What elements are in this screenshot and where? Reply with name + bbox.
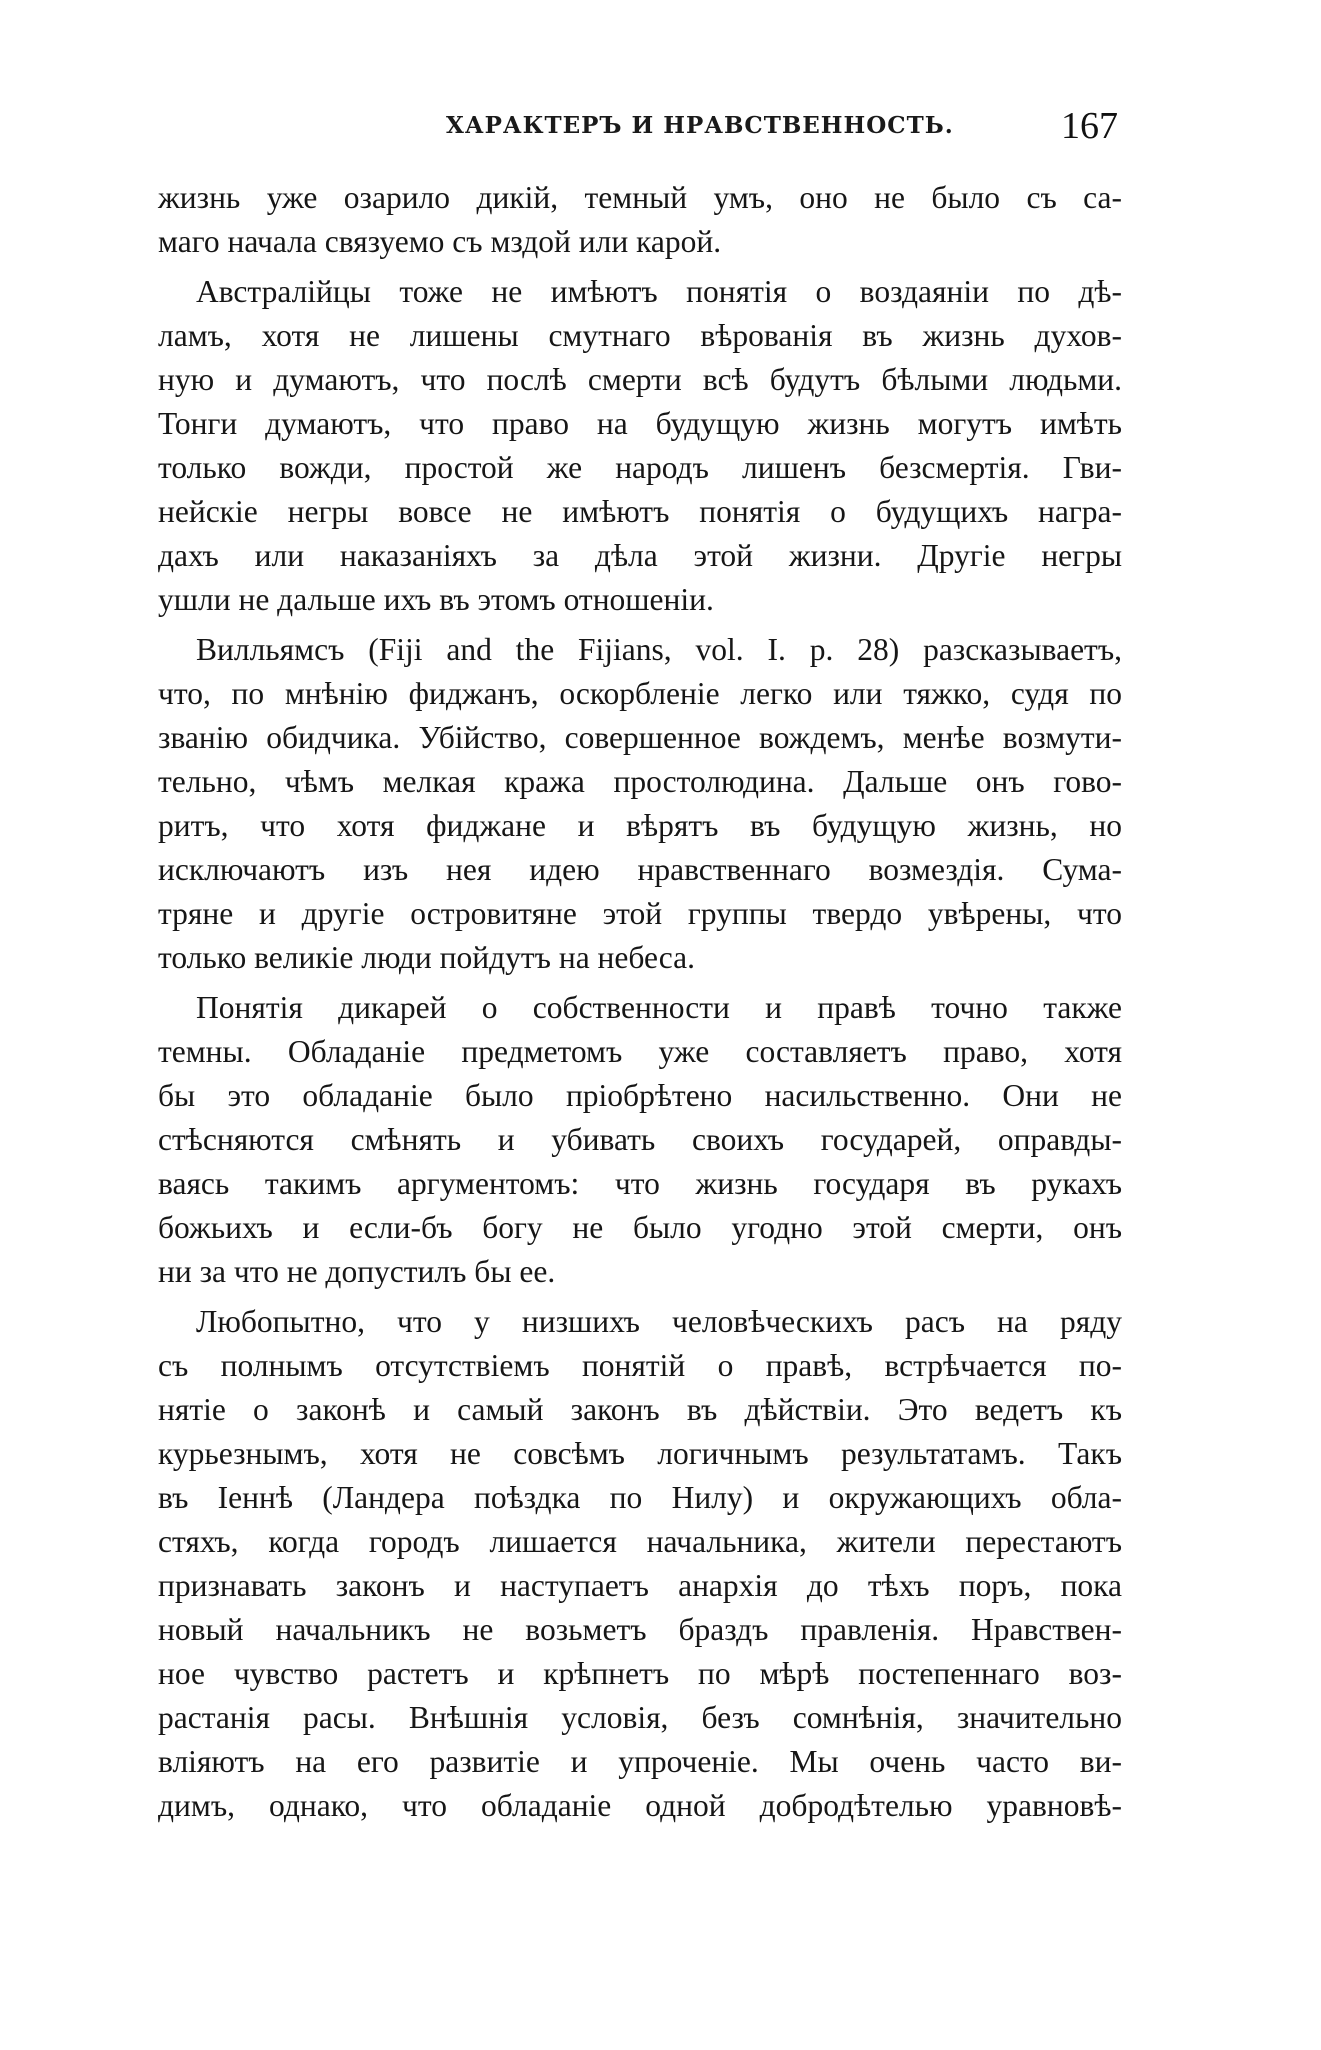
text-line: курьезнымъ, хотя не совсѣмъ логичнымъ результатамъ. Такъ [158, 1436, 1122, 1471]
text-line: исключаютъ изъ нея идею нравственнаго возмездія. Сума- [158, 852, 1122, 887]
text-line: Вилльямсъ (Fiji and the Fijians, vol. I. p. 28) разсказываетъ, [196, 632, 1122, 667]
text-line: маго начала связуемо съ мздой или карой. [158, 224, 722, 259]
text-line: новый начальникъ не возьметъ браздъ правленія. Нравствен- [158, 1612, 1122, 1647]
text-line: въ Іеннѣ (Ландера поѣздка по Нилу) и окружающихъ обла- [158, 1480, 1122, 1515]
text-line: ни за что не допустилъ бы ее. [158, 1254, 556, 1289]
paragraph-3 [158, 628, 1122, 980]
text-line: темны. Обладаніе предметомъ уже составляетъ право, хотя [158, 1034, 1122, 1069]
text-line: ритъ, что хотя фиджане и вѣрятъ въ будущую жизнь, но [158, 808, 1122, 843]
text-line: стѣсняются смѣнять и убивать своихъ государей, оправды- [158, 1122, 1122, 1157]
text-line: ную и думаютъ, что послѣ смерти всѣ будутъ бѣлыми людьми. [158, 362, 1122, 397]
paragraph-5 [158, 1300, 1122, 1828]
text-line: вліяютъ на его развитіе и упроченіе. Мы очень часто ви- [158, 1744, 1122, 1779]
text-line: божьихъ и если-бъ богу не было угодно этой смерти, онъ [158, 1210, 1122, 1245]
text-line: ное чувство растетъ и крѣпнетъ по мѣрѣ постепеннаго воз- [158, 1656, 1122, 1691]
text-line: Австралійцы тоже не имѣютъ понятія о воздаяніи по дѣ- [196, 274, 1122, 309]
text-line: Тонги думаютъ, что право на будущую жизнь могутъ имѣть [158, 406, 1122, 441]
text-line: Любопытно, что у низшихъ человѣческихъ расъ на ряду [196, 1304, 1122, 1339]
paragraph-2 [158, 270, 1122, 622]
text-line: званію обидчика. Убійство, совершенное вождемъ, менѣе возмути- [158, 720, 1122, 755]
text-line: нейскіе негры вовсе не имѣютъ понятія о будущихъ награ- [158, 494, 1122, 529]
text-line: стяхъ, когда городъ лишается начальника, жители перестаютъ [158, 1524, 1122, 1559]
text-line: димъ, однако, что обладаніе одной добродѣтелью уравновѣ- [158, 1788, 1122, 1823]
text-line: растанія расы. Внѣшнія условія, безъ сомнѣнія, значительно [158, 1700, 1122, 1735]
text-line: ламъ, хотя не лишены смутнаго вѣрованія въ жизнь духов- [158, 318, 1122, 353]
text-line: тельно, чѣмъ мелкая кража простолюдина. Дальше онъ гово- [158, 764, 1122, 799]
paragraph-1 [158, 176, 1122, 264]
text-line: ваясь такимъ аргументомъ: что жизнь государя въ рукахъ [158, 1166, 1122, 1201]
text-line: Понятія дикарей о собственности и правѣ точно также [196, 990, 1122, 1025]
text-line: только великіе люди пойдутъ на небеса. [158, 940, 695, 975]
paragraph-4 [158, 986, 1122, 1294]
running-header [158, 104, 1122, 148]
page-number: 167 [1061, 105, 1118, 147]
text-line: съ полнымъ отсутствіемъ понятій о правѣ, встрѣчается по- [158, 1348, 1122, 1383]
text-line: дахъ или наказаніяхъ за дѣла этой жизни. Другіе негры [158, 538, 1122, 573]
text-line: ушли не дальше ихъ въ этомъ отношеніи. [158, 582, 714, 617]
text-line: только вожди, простой же народъ лишенъ безсмертія. Гви- [158, 450, 1122, 485]
body-text [158, 176, 1122, 1828]
text-line: жизнь уже озарило дикій, темный умъ, оно не было съ са- [158, 180, 1122, 215]
text-line: тряне и другіе островитяне этой группы твердо увѣрены, что [158, 896, 1122, 931]
text-line: нятіе о законѣ и самый законъ въ дѣйствіи. Это ведетъ къ [158, 1392, 1122, 1427]
text-line: бы это обладаніе было пріобрѣтено насильственно. Они не [158, 1078, 1122, 1113]
text-line: признавать законъ и наступаетъ анархія до тѣхъ поръ, пока [158, 1568, 1122, 1603]
text-line: что, по мнѣнію фиджанъ, оскорбленіе легко или тяжко, судя по [158, 676, 1122, 711]
running-title: ХАРАКТЕРЪ И НРАВСТВЕННОСТЬ. [446, 112, 954, 139]
